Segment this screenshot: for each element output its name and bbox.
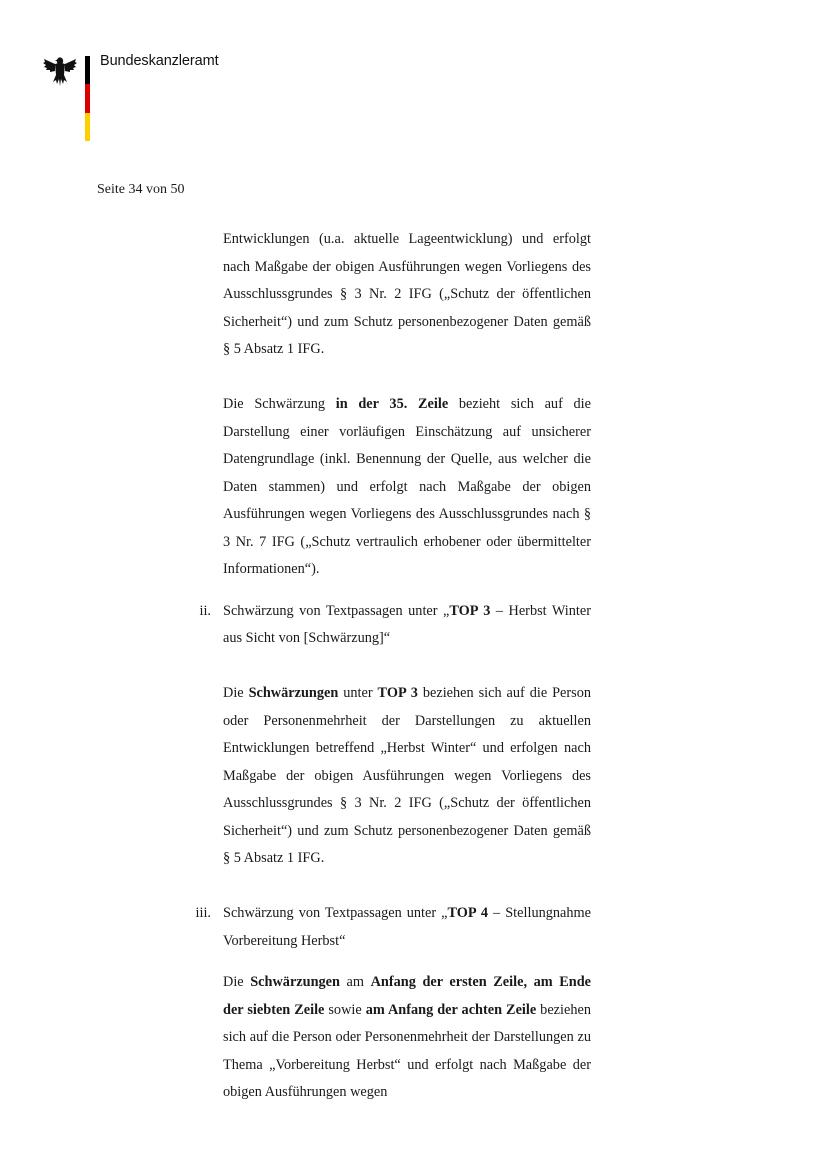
list-item-title: Schwärzung von Textpassagen unter „TOP 3 – Herbst Winter aus Sicht von [Schwärzung]“ <box>223 602 591 646</box>
organization-name: Bundeskanzleramt <box>100 53 219 69</box>
federal-eagle-icon <box>42 53 78 87</box>
list-item-iii <box>195 900 591 955</box>
paragraph: Die Schwärzungen am Anfang der ersten Zeile, am Ende der siebten Zeile sowie am Anfang der achten Zeile beziehen sich auf die Person oder Personenmehrheit der Darstellungen zu Thema „Vorbereitung Herbst“ und erfolgt nach Maßgabe der obigen Ausführungen wegen <box>223 974 591 1100</box>
list-item-title: Schwärzung von Textpassagen unter „TOP 4 – Stellungnahme Vorbereitung Herbst“ <box>223 905 591 949</box>
list-item-number: iii. <box>195 905 211 921</box>
paragraph: Die Schwärzungen unter TOP 3 beziehen sich auf die Person oder Personenmehrheit der Darstellungen zu aktuellen Entwicklungen betreffend „Herbst Winter“ und erfolgen nach Maßgabe der obigen Ausführungen wegen Vorliegens des Ausschlussgrundes § 3 Nr. 2 IFG („Schutz der öffentlichen Sicherheit“) und zum Schutz personenbezogener Daten gemäß § 5 Absatz 1 IFG. <box>223 685 591 866</box>
german-flag-bar <box>85 56 90 141</box>
list-item-number: ii. <box>199 602 211 619</box>
page-number: Seite 34 von 50 <box>97 182 185 197</box>
paragraph: Die Schwärzung in der 35. Zeile bezieht sich auf die Darstellung einer vorläufigen Einschätzung auf unsicherer Datengrundlage (inkl. Benennung der Quelle, aus welcher die Daten stammen) und erfolgt nach Maßgabe der obigen Ausführungen wegen Vorliegens des Ausschlussgrundes nach § 3 Nr. 7 IFG („Schutz vertraulich erhobener oder übermittelter Informationen“). <box>223 396 591 577</box>
document-body <box>195 226 591 1107</box>
paragraph: Entwicklungen (u.a. aktuelle Lageentwicklung) und erfolgt nach Maßgabe der obigen Ausführungen wegen Vorliegens des Ausschlussgrundes § 3 Nr. 2 IFG („Schutz der öffentlichen Sicherheit“) und zum Schutz personenbezogener Daten gemäß § 5 Absatz 1 IFG. <box>223 231 591 357</box>
list-item-ii <box>199 598 591 653</box>
